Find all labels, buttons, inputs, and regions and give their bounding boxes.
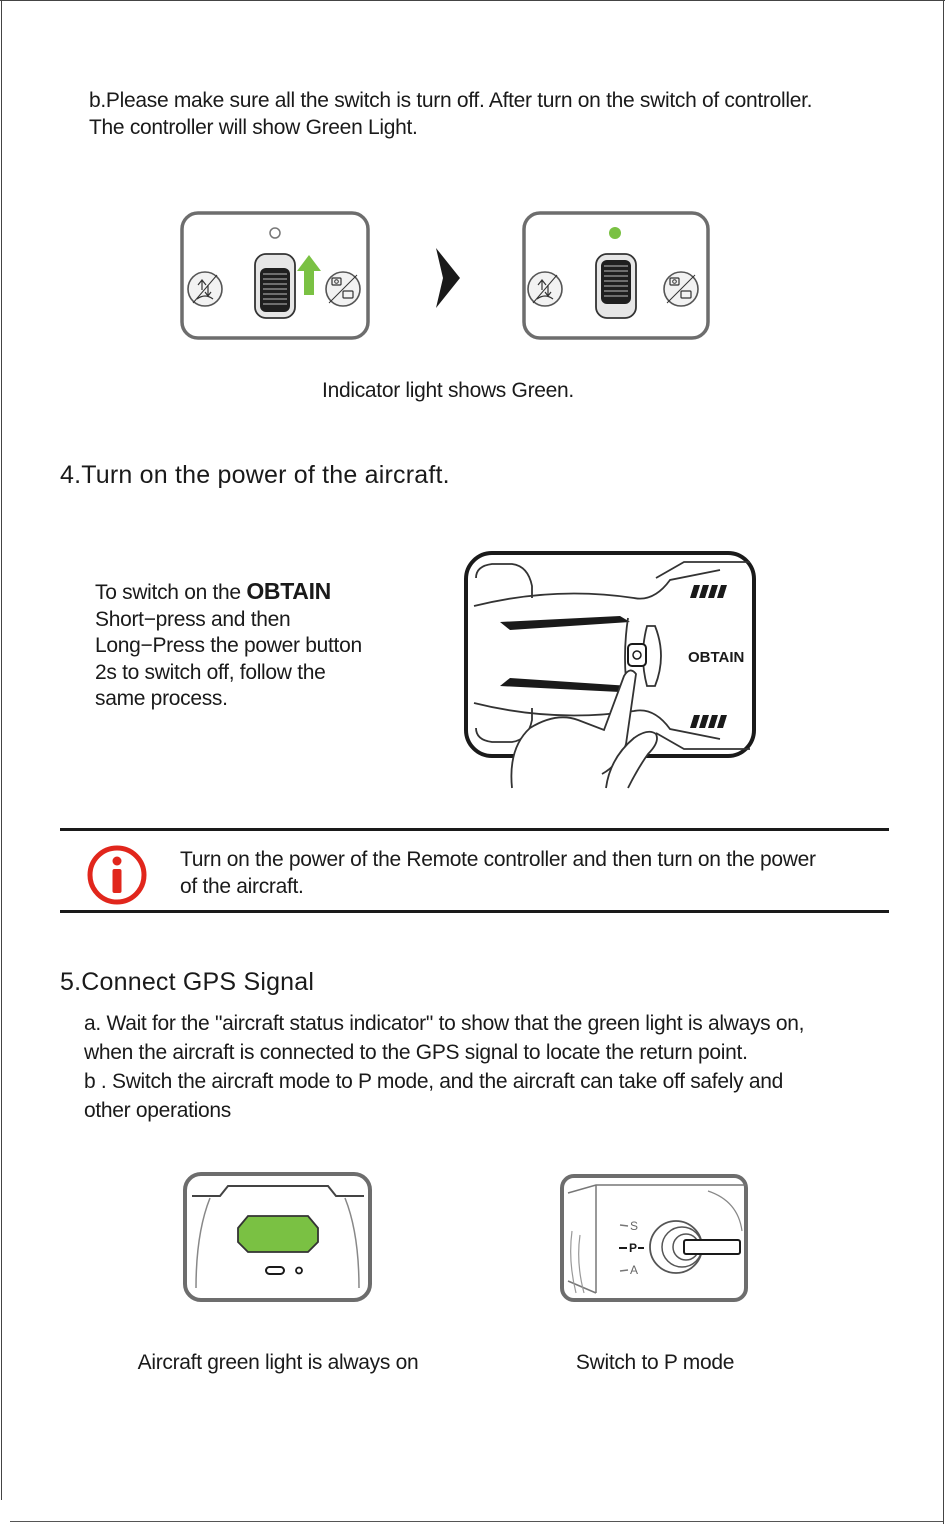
- indicator-light-off: [270, 228, 280, 238]
- page-border-top: [0, 0, 945, 1]
- section4-instructions: [95, 578, 435, 713]
- chevron-right-icon: [436, 248, 460, 308]
- return-home-icon: [188, 272, 222, 306]
- instr-prefix: To switch on the: [95, 581, 247, 604]
- controller-panel-off: [182, 213, 368, 338]
- step-b-line2: The controller will show Green Light.: [89, 116, 418, 139]
- camera-icon: [326, 272, 360, 306]
- page-border-bottom: [10, 1521, 943, 1522]
- mode-label-a: A: [630, 1263, 639, 1277]
- aircraft-status-light-illustration: [180, 1168, 375, 1306]
- page-border-left: [1, 0, 2, 1500]
- section4-heading: 4.Turn on the power of the aircraft.: [60, 461, 450, 489]
- instr-brand: OBTAIN: [246, 578, 331, 604]
- aircraft-power-illustration: [460, 548, 760, 798]
- notice-rule-bottom: [60, 910, 889, 913]
- section5-line3: b . Switch the aircraft mode to P mode, and the aircraft can take off safely and: [84, 1070, 783, 1093]
- instr-line3: 2s to switch off, follow the: [95, 660, 326, 684]
- aircraft-brand-label: OBTAIN: [688, 649, 745, 666]
- page-border-right: [943, 0, 944, 1524]
- instr-line2: Long−Press the power button: [95, 634, 362, 657]
- section5-line4: other operations: [84, 1099, 231, 1122]
- indicator-light-green: [609, 227, 621, 239]
- notice-line2: of the aircraft.: [180, 875, 304, 898]
- mode-switch-illustration: [558, 1171, 753, 1305]
- controller-panel-on: [524, 213, 708, 338]
- camera-icon: [664, 272, 698, 306]
- caption-green-light: Aircraft green light is always on: [137, 1351, 419, 1374]
- mode-label-p: P: [629, 1241, 638, 1255]
- status-light-green: [238, 1216, 318, 1252]
- aircraft-power-button: [628, 644, 646, 666]
- controller-switch-illustration: [175, 205, 720, 350]
- step-b-line1: b.Please make sure all the switch is turn off. After turn on the switch of controller.: [89, 89, 813, 112]
- section5-heading: 5.Connect GPS Signal: [60, 968, 315, 996]
- return-home-icon: [528, 272, 562, 306]
- instr-line4: same process.: [95, 687, 228, 710]
- section5-line2: when the aircraft is connected to the GPS signal to locate the return point.: [84, 1041, 748, 1064]
- controller-caption: Indicator light shows Green.: [322, 379, 574, 402]
- instr-line1: Short−press and then: [95, 607, 291, 631]
- info-icon: [86, 844, 148, 906]
- mode-switch-lever: [684, 1240, 740, 1254]
- power-switch-on: [596, 254, 636, 318]
- caption-p-mode: Switch to P mode: [575, 1351, 735, 1374]
- mode-label-s: S: [630, 1219, 639, 1233]
- notice-rule-top: [60, 828, 889, 831]
- notice-line1: Turn on the power of the Remote controller and then turn on the power: [180, 848, 816, 871]
- section5-line1: a. Wait for the "aircraft status indicator" to show that the green light is always on,: [84, 1012, 805, 1035]
- power-switch-off: [255, 254, 295, 318]
